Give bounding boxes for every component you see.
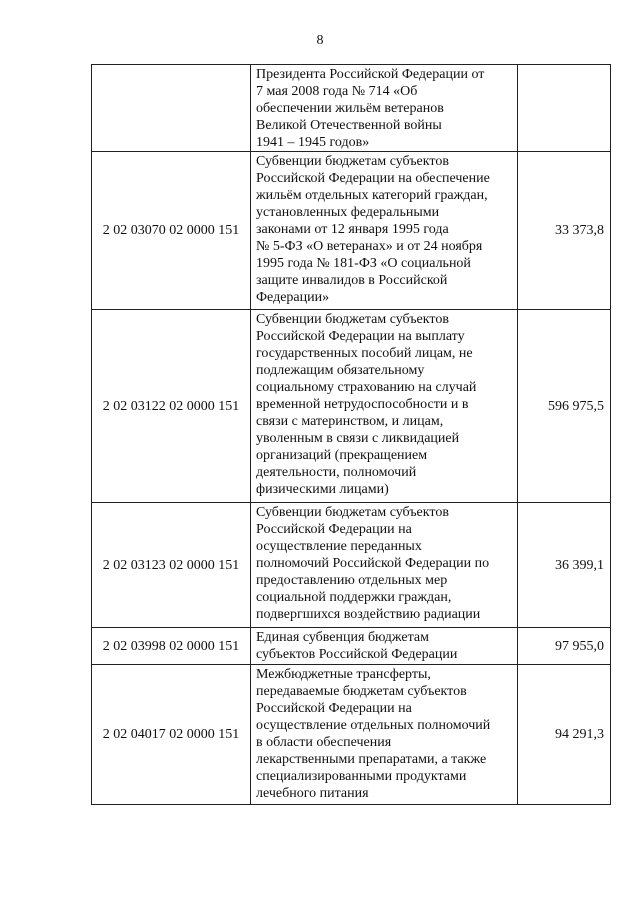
table-row xyxy=(92,628,611,665)
description-cell xyxy=(251,628,518,665)
amount-cell: 97 955,0 xyxy=(518,628,611,665)
description-line: жильём отдельных категорий граждан, xyxy=(256,188,488,203)
table-row xyxy=(92,503,611,628)
description-line: лекарственными препаратами, а также xyxy=(256,752,487,767)
amount-cell: 94 291,3 xyxy=(518,665,611,805)
budget-code-cell: 2 02 03122 02 0000 151 xyxy=(92,310,251,503)
budget-revenue-table xyxy=(91,64,611,805)
description-line: Межбюджетные трансферты, xyxy=(256,667,431,682)
description-line: Единая субвенция бюджетам xyxy=(256,630,429,645)
description-line: физическими лицами) xyxy=(256,482,389,497)
description-line: Российской Федерации на обеспечение xyxy=(256,171,490,186)
page-number: 8 xyxy=(316,33,324,48)
amount-cell: 596 975,5 xyxy=(518,310,611,503)
description-line: подлежащим обязательному xyxy=(256,363,425,378)
description-line: Великой Отечественной войны xyxy=(256,118,442,133)
description-line: № 5-ФЗ «О ветеранах» и от 24 ноября xyxy=(256,239,483,254)
description-line: полномочий Российской Федерации по xyxy=(256,556,490,571)
description-line: осуществление переданных xyxy=(256,539,422,554)
amount-cell: 33 373,8 xyxy=(518,152,611,310)
description-line: законами от 12 января 1995 года xyxy=(256,222,449,237)
description-line: 7 мая 2008 года № 714 «Об xyxy=(256,84,418,99)
table-row xyxy=(92,65,611,152)
description-line: осуществление отдельных полномочий xyxy=(256,718,491,733)
budget-code-cell: 2 02 03998 02 0000 151 xyxy=(92,628,251,665)
description-line: Субвенции бюджетам субъектов xyxy=(256,154,449,169)
description-cell xyxy=(251,503,518,628)
budget-code-cell: 2 02 04017 02 0000 151 xyxy=(92,665,251,805)
budget-code-cell: 2 02 03123 02 0000 151 xyxy=(92,503,251,628)
table-row xyxy=(92,310,611,503)
description-line: предоставлению отдельных мер xyxy=(256,573,448,588)
description-line: Субвенции бюджетам субъектов xyxy=(256,505,449,520)
description-cell xyxy=(251,310,518,503)
description-line: в области обеспечения xyxy=(256,735,392,750)
description-cell xyxy=(251,152,518,310)
description-line: социальной поддержки граждан, xyxy=(256,590,452,605)
description-line: Российской Федерации на выплату xyxy=(256,329,465,344)
amount-cell xyxy=(518,65,611,152)
description-line: специализированными продуктами xyxy=(256,769,467,784)
description-line: временной нетрудоспособности и в xyxy=(256,397,469,412)
description-line: социальному страхованию на случай xyxy=(256,380,477,395)
budget-code-cell xyxy=(92,65,251,152)
description-line: лечебного питания xyxy=(256,786,369,801)
description-cell xyxy=(251,665,518,805)
description-line: Федерации» xyxy=(256,290,330,305)
description-line: 1995 года № 181-ФЗ «О социальной xyxy=(256,256,471,271)
description-line: Субвенции бюджетам субъектов xyxy=(256,312,449,327)
description-line: установленных федеральными xyxy=(256,205,440,220)
description-line: субъектов Российской Федерации xyxy=(256,647,458,662)
description-cell xyxy=(251,65,518,152)
description-line: уволенным в связи с ликвидацией xyxy=(256,431,460,446)
description-line: связи с материнством, и лицам, xyxy=(256,414,444,429)
description-line: 1941 – 1945 годов» xyxy=(256,135,370,150)
description-line: организаций (прекращением xyxy=(256,448,428,463)
description-line: деятельности, полномочий xyxy=(256,465,417,480)
description-line: Российской Федерации на xyxy=(256,522,412,537)
description-line: государственных пособий лицам, не xyxy=(256,346,473,361)
description-line: Российской Федерации на xyxy=(256,701,412,716)
table-row xyxy=(92,665,611,805)
description-line: подвергшихся воздействию радиации xyxy=(256,607,481,622)
description-line: обеспечении жильём ветеранов xyxy=(256,101,444,116)
description-line: Президента Российской Федерации от xyxy=(256,67,485,82)
budget-code-cell: 2 02 03070 02 0000 151 xyxy=(92,152,251,310)
description-line: защите инвалидов в Российской xyxy=(256,273,448,288)
table-row xyxy=(92,152,611,310)
description-line: передаваемые бюджетам субъектов xyxy=(256,684,467,699)
amount-cell: 36 399,1 xyxy=(518,503,611,628)
